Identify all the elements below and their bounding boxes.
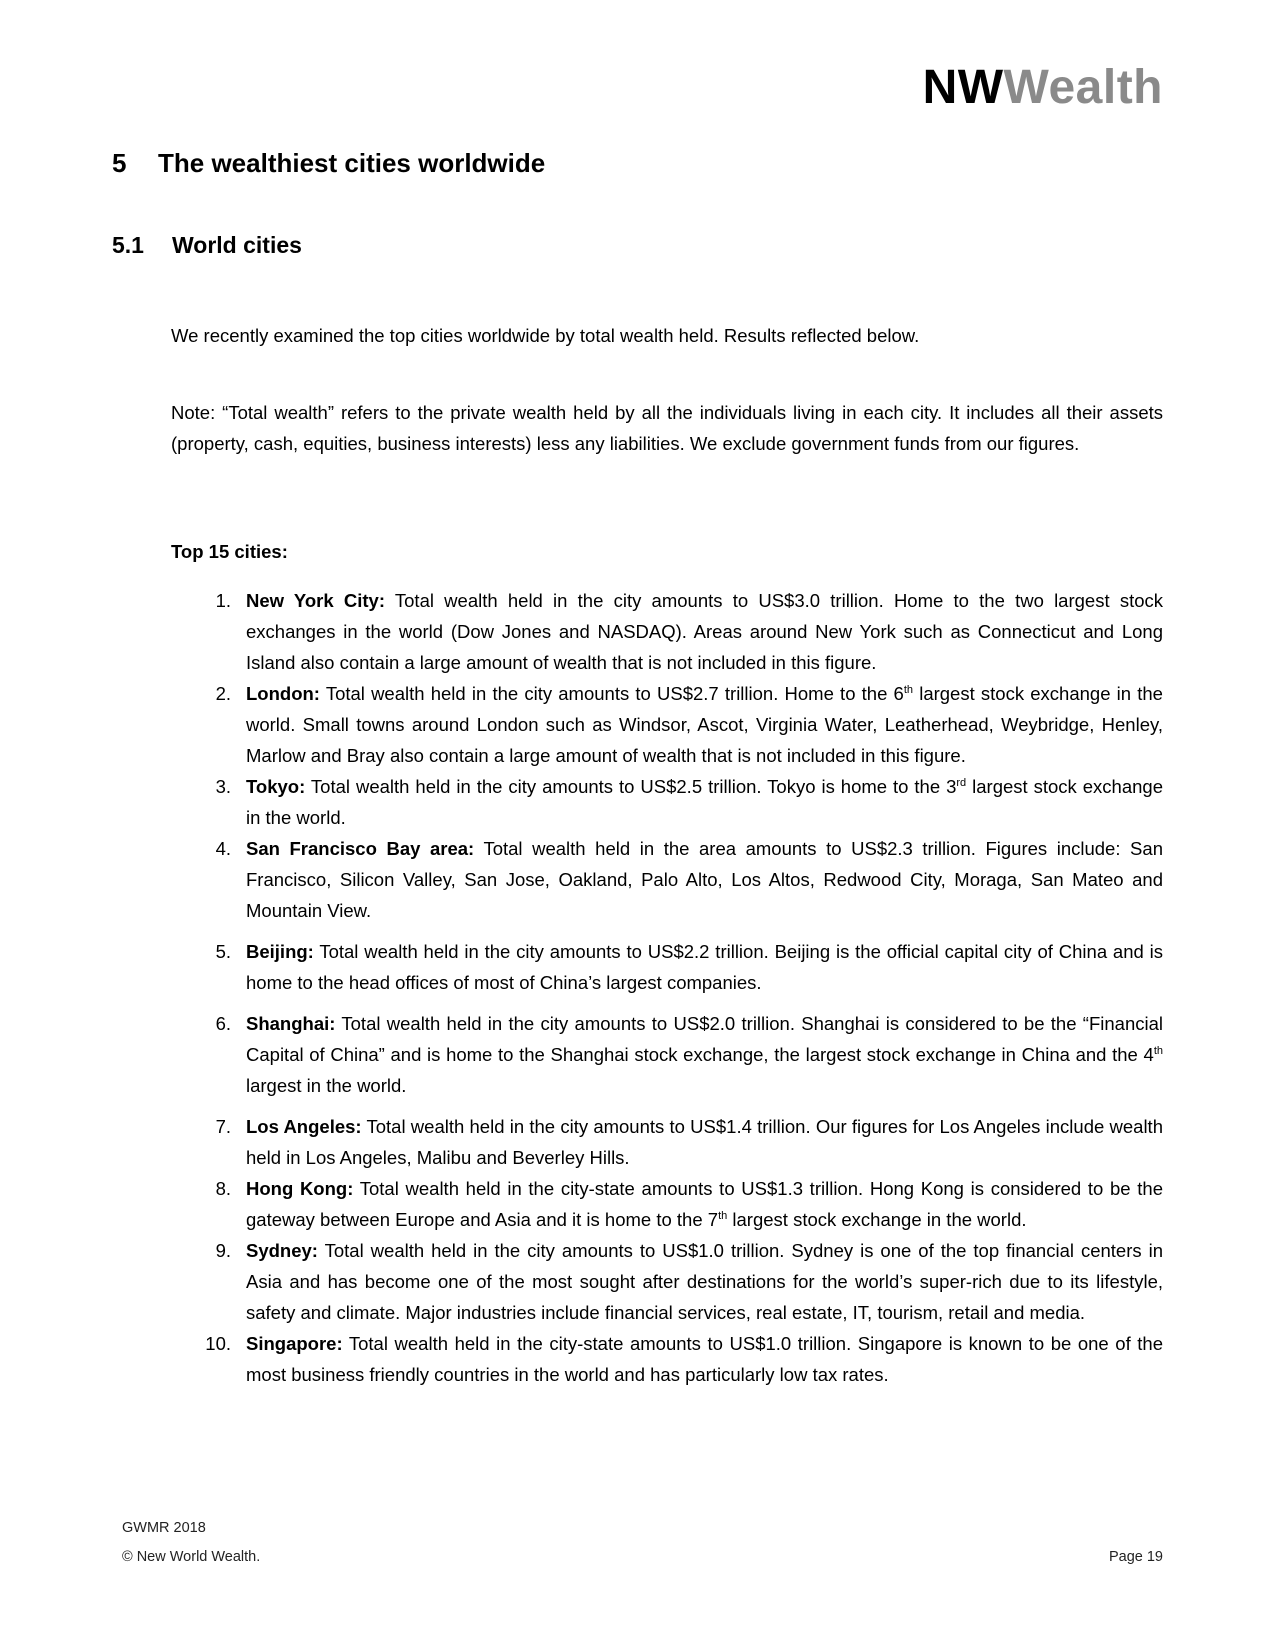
ordinal-suffix: th: [903, 683, 914, 696]
list-item: [171, 1328, 1163, 1390]
item-number: 9.: [215, 1240, 231, 1261]
city-description: Total wealth held in the city amounts to US$2.5 trillion. Tokyo is home to the 3: [310, 776, 957, 797]
item-number: 1.: [215, 590, 231, 611]
city-description: Total wealth held in the city-state amounts to US$1.3 trillion. Hong Kong is considered to be the gateway between Europe and Asia and it is home to the 7: [246, 1178, 1163, 1230]
cities-list: [171, 585, 1163, 1390]
item-number: 3.: [215, 776, 231, 797]
city-name: London:: [246, 683, 320, 704]
list-title: Top 15 cities:: [171, 541, 288, 562]
section-title: The wealthiest cities worldwide: [158, 148, 546, 178]
page-number: Page 19: [1108, 1549, 1163, 1565]
list-item: [171, 1008, 1163, 1101]
city-description: Total wealth held in the area amounts to US$2.3 trillion. Figures include: San Francisco, Silicon Valley, San Jose, Oakland, Palo Alto, Los Altos, Redwood City, Moraga, San Mateo and Mountain View.: [246, 838, 1163, 921]
city-name: Beijing:: [246, 941, 314, 962]
city-description-cont: largest stock exchange in the world.: [246, 776, 1163, 828]
logo-nw: NW: [922, 61, 1004, 114]
city-name: Sydney:: [246, 1240, 318, 1261]
item-number: 6.: [215, 1013, 231, 1034]
city-description: Total wealth held in the city amounts to US$1.4 trillion. Our figures for Los Angeles include wealth held in Los Angeles, Malibu and Beverley Hills.: [246, 1116, 1163, 1168]
ordinal-suffix: rd: [956, 776, 967, 789]
item-number: 10.: [205, 1333, 231, 1354]
city-name: Singapore:: [246, 1333, 343, 1354]
footer-report: GWMR 2018: [122, 1520, 206, 1536]
logo-wealth: Wealth: [1003, 61, 1163, 114]
ordinal-suffix: th: [1153, 1044, 1163, 1057]
item-number: 4.: [215, 838, 231, 859]
note-paragraph: Note: “Total wealth” refers to the private wealth held by all the individuals living in each city. It includes all their assets (property, cash, equities, business interests) less any liabilities. We exclude government funds from our figures.: [171, 402, 1163, 454]
city-description: Total wealth held in the city amounts to US$1.0 trillion. Sydney is one of the top financial centers in Asia and has become one of the most sought after destinations for the world’s super-rich due to its lifestyle, safety and climate. Major industries include financial services, real estate, IT, tourism, retail and media.: [246, 1240, 1163, 1323]
list-item: [171, 1111, 1163, 1173]
item-number: 5.: [215, 941, 231, 962]
city-name: New York City:: [246, 590, 385, 611]
list-item: [171, 1173, 1163, 1235]
city-description: Total wealth held in the city amounts to US$3.0 trillion. Home to the two largest stock exchanges in the world (Dow Jones and NASDAQ). Areas around New York such as Connecticut and Long Island also contain a large amount of wealth that is not included in this figure.: [246, 590, 1163, 673]
subsection-number: 5.1: [112, 232, 144, 258]
city-description-cont: largest stock exchange in the world. Small towns around London such as Windsor, Ascot, Virginia Water, Leatherhead, Weybridge, Henley, Marlow and Bray also contain a large amount of wealth that is not included in this figure.: [246, 683, 1163, 766]
list-item: [171, 1235, 1163, 1328]
list-item: [171, 678, 1163, 771]
list-item: [171, 585, 1163, 678]
city-description: Total wealth held in the city amounts to US$2.0 trillion. Shanghai is considered to be the “Financial Capital of China” and is home to the Shanghai stock exchange, the largest stock exchange in China and the 4: [246, 1013, 1163, 1065]
intro-paragraph: We recently examined the top cities worldwide by total wealth held. Results reflected below.: [171, 325, 920, 346]
city-description-cont: largest in the world.: [246, 1075, 407, 1096]
city-description: Total wealth held in the city amounts to US$2.2 trillion. Beijing is the official capital city of China and is home to the head offices of most of China’s largest companies.: [246, 941, 1163, 993]
footer-copyright: © New World Wealth.: [122, 1549, 261, 1565]
section-heading: [112, 148, 545, 179]
city-name: Hong Kong:: [246, 1178, 354, 1199]
list-item: [171, 771, 1163, 833]
item-number: 2.: [215, 683, 231, 704]
city-name: Shanghai:: [246, 1013, 336, 1034]
city-description-cont: largest stock exchange in the world.: [727, 1209, 1027, 1230]
item-number: 8.: [215, 1178, 231, 1199]
list-item: [171, 833, 1163, 926]
city-name: Tokyo:: [246, 776, 306, 797]
subsection-heading: [112, 232, 302, 259]
city-description: Total wealth held in the city-state amounts to US$1.0 trillion. Singapore is known to be one of the most business friendly countries in the world and has particularly low tax rates.: [246, 1333, 1164, 1385]
city-name: San Francisco Bay area:: [246, 838, 475, 859]
item-number: 7.: [215, 1116, 231, 1137]
city-name: Los Angeles:: [246, 1116, 362, 1137]
logo: [922, 61, 1163, 114]
section-number: 5: [112, 148, 127, 178]
list-item: [171, 936, 1163, 998]
city-description: Total wealth held in the city amounts to US$2.7 trillion. Home to the 6: [325, 683, 904, 704]
subsection-title: World cities: [172, 232, 302, 258]
ordinal-suffix: th: [718, 1209, 728, 1222]
